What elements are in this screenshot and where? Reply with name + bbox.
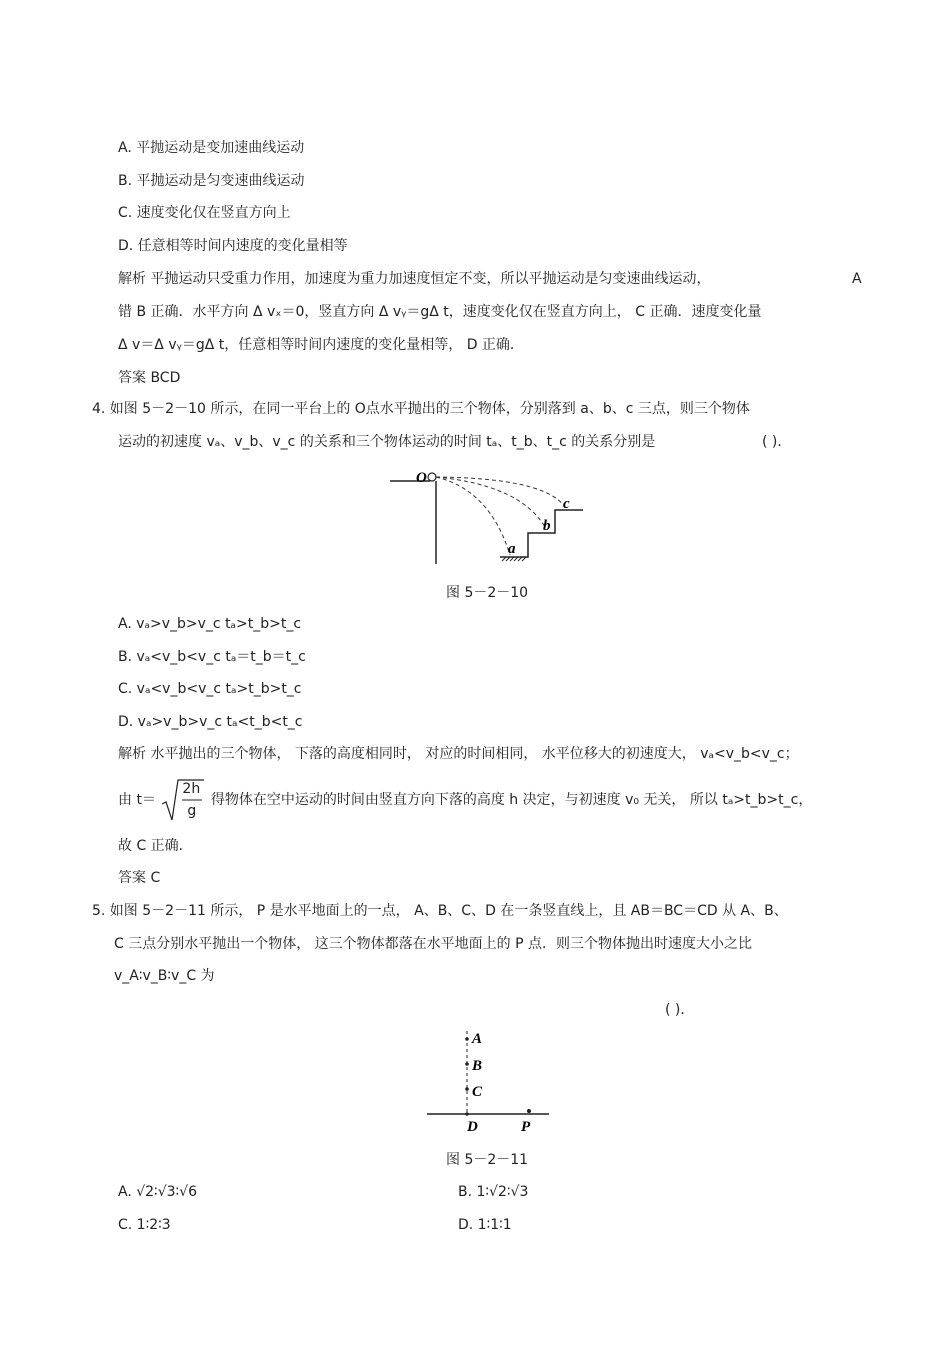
q4-option-d: D. vₐ>v_b>v_c tₐ<t_b<t_c	[118, 714, 303, 730]
q4-answer-bracket: ( )．	[762, 434, 792, 450]
q4-answer: 答案 C	[118, 870, 161, 886]
q5-stem-line-1: 5. 如图 5－2－11 所示， P 是水平地面上的一点， A、B、C、D 在一条竖直线上，且 AB＝BC＝CD 从 A、B、	[92, 903, 788, 919]
label-C: C	[472, 1084, 483, 1100]
label-a: a	[508, 541, 516, 557]
q3-option-a: A. 平抛运动是变加速曲线运动	[118, 140, 305, 156]
q4-option-a: A. vₐ>v_b>v_c tₐ>t_b>t_c	[118, 616, 302, 632]
q4-formula-suffix: 得物体在空中运动的时间由竖直方向下落的高度 h 决定，与初速度 v₀ 无关， 所以 tₐ>t_b>t_c，	[210, 792, 813, 808]
q5-option-d: D. 1∶1∶1	[458, 1217, 512, 1233]
q4-analysis-line-1: 解析 水平抛出的三个物体， 下落的高度相同时， 对应的时间相同， 水平位移大的初速度大， vₐ<v_b<v_c；	[118, 746, 799, 762]
q4-option-b: B. vₐ<v_b<v_c tₐ＝t_b＝t_c	[118, 649, 306, 665]
q3-analysis-line-2: 错 B 正确．水平方向 Δ vₓ＝0，竖直方向 Δ vᵧ＝gΔ t，速度变化仅在竖直方向上， C 正确．速度变化量	[118, 304, 762, 320]
q4-analysis-line-3: 故 C 正确．	[118, 838, 193, 854]
q4-option-c: C. vₐ<v_b<v_c tₐ>t_b>t_c	[118, 681, 302, 697]
label-A: A	[472, 1031, 483, 1047]
q3-option-c: C. 速度变化仅在竖直方向上	[118, 205, 291, 221]
q3-option-b: B. 平抛运动是匀变速曲线运动	[118, 173, 305, 189]
q3-analysis-line-3: Δ v＝Δ vᵧ＝gΔ t，任意相等时间内速度的变化量相等， D 正确．	[118, 337, 524, 353]
figure-5-2-11	[425, 1025, 555, 1135]
label-D: D	[467, 1119, 478, 1135]
figure-5-2-10-caption: 图 5－2－10	[446, 585, 529, 601]
trajectory-c	[436, 477, 565, 507]
q4-stem-line-2: 运动的初速度 vₐ、v_b、v_c 的关系和三个物体运动的时间 tₐ、t_b、t_c 的关系分别是	[118, 434, 656, 450]
label-B: B	[472, 1058, 483, 1074]
frac-denominator: g	[187, 803, 197, 819]
q5-option-c: C. 1∶2∶3	[118, 1217, 171, 1233]
q4-stem-line-1: 4. 如图 5－2－10 所示，在同一平台上的 O点水平抛出的三个物体，分别落到 a、b、c 三点，则三个物体	[92, 401, 750, 417]
q5-answer-bracket: ( )．	[665, 1002, 695, 1018]
figure-5-2-11-caption: 图 5－2－11	[446, 1152, 529, 1168]
q3-answer: 答案 BCD	[118, 370, 181, 386]
point-P	[527, 1109, 531, 1113]
frac-numerator: 2h	[182, 781, 201, 797]
figure-5-2-10	[385, 460, 590, 570]
label-c: c	[563, 496, 570, 512]
q4-formula-prefix: 由 t＝	[118, 792, 156, 808]
sqrt-fraction	[160, 778, 206, 822]
q5-option-b: B. 1∶√2∶√3	[458, 1184, 529, 1200]
launch-ball	[428, 473, 436, 481]
q3-option-d: D. 任意相等时间内速度的变化量相等	[118, 238, 348, 254]
q4-analysis-line-2	[118, 778, 812, 822]
trajectory-b	[436, 477, 545, 527]
q3-analysis-line-1: 解析 平抛运动只受重力作用，加速度为重力加速度恒定不变，所以平抛运动是匀变速曲线运动，	[118, 271, 711, 287]
label-P: P	[521, 1119, 531, 1135]
q5-stem-line-3: v_A∶v_B∶v_C 为	[114, 968, 215, 984]
q5-option-a: A. √2∶√3∶√6	[118, 1184, 198, 1200]
label-O: O	[416, 470, 427, 486]
trajectory-a	[436, 477, 510, 555]
label-b: b	[543, 518, 551, 534]
q3-analysis-line-1-end: A	[852, 271, 862, 287]
q5-stem-line-2: C 三点分别水平抛出一个物体， 这三个物体都落在水平地面上的 P 点．则三个物体抛出时速度大小之比	[114, 936, 753, 952]
